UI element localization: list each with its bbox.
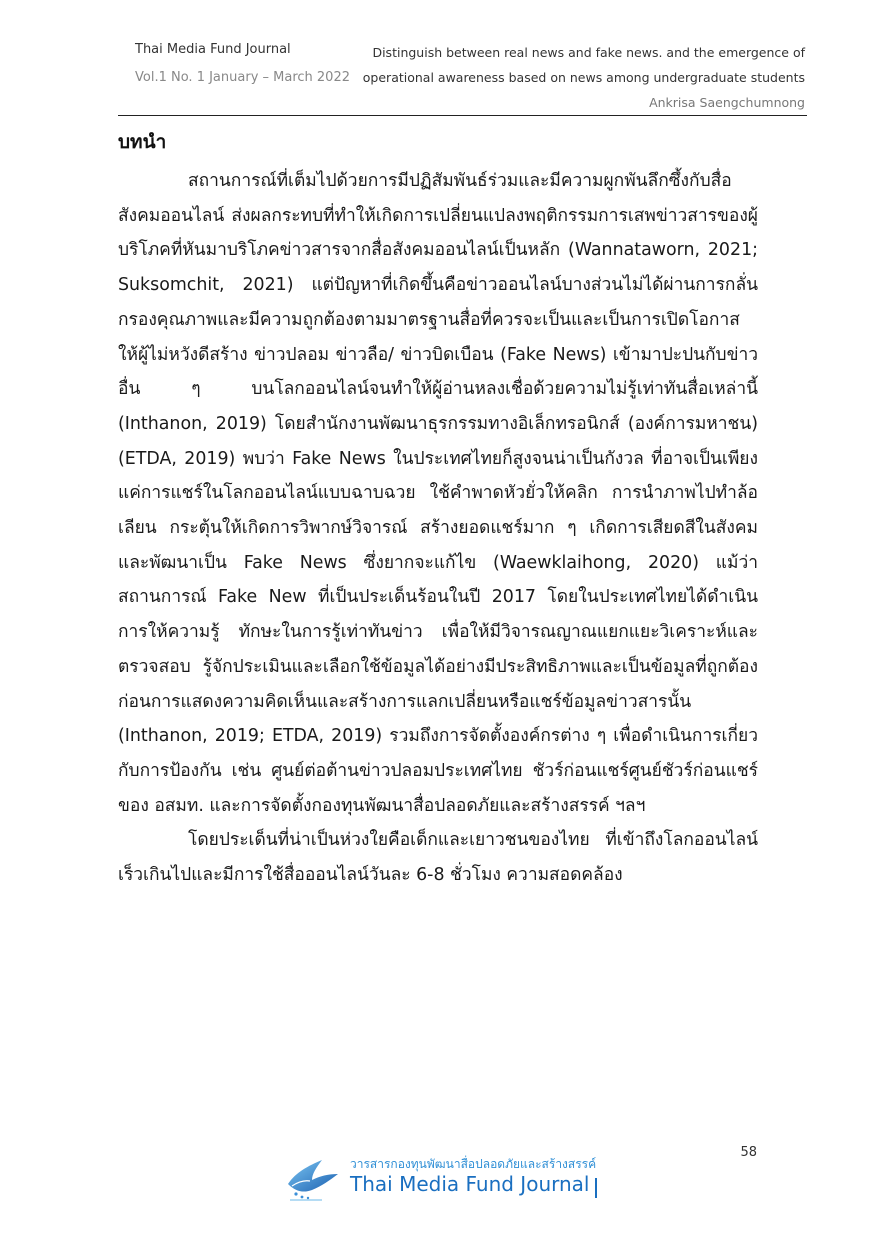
- article-title-line-1: Distinguish between real news and fake news. and the emergence of: [372, 45, 805, 60]
- section-heading: บทนำ: [118, 131, 167, 153]
- journal-volume: Vol.1 No. 1 January – March 2022: [135, 70, 350, 85]
- logo-english-name: Thai Media Fund Journal: [350, 1172, 590, 1196]
- running-header-left: [135, 40, 350, 88]
- article-author: Ankrisa Saengchumnong: [649, 95, 805, 110]
- paragraph-1: สถานการณ์ที่เต็มไปด้วยการมีปฏิสัมพันธ์ร่วมและมีความผูกพันลึกซึ้งกับสื่อสังคมออนไลน์ ส่งผลกระทบที่ทำให้เกิดการเปลี่ยนแปลงพฤติกรรมการเสพข่าวสารของผู้บริโภคที่หันมาบริโภคข่าวสารจากสื่อสังคมออนไลน์เป็นหลัก (Wannataworn, 2021; Suksomchit, 2021) แต่ปัญหาที่เกิดขึ้นคือข่าวออนไลน์บางส่วนไม่ได้ผ่านการกลั่นกรองคุณภาพและมีความถูกต้องตามมาตรฐานสื่อที่ควรจะเป็นและเป็นการเปิดโอกาสให้ผู้ไม่หวังดีสร้าง ข่าวปลอม ข่าวลือ/ ข่าวบิดเบือน (Fake News) เข้ามาปะปนกับข่าวอื่น ๆ บนโลกออนไลน์จนทำให้ผู้อ่านหลงเชื่อด้วยความไม่รู้เท่าทันสื่อเหล่านี้ (Inthanon, 2019) โดยสำนักงานพัฒนาธุรกรรมทางอิเล็กทรอนิกส์ (องค์การมหาชน) (ETDA, 2019) พบว่า Fake News ในประเทศไทยก็สูงจนน่าเป็นกังวล ที่อาจเป็นเพียงแค่การแชร์ในโลกออนไลน์แบบฉาบฉวย ใช้คำพาดหัวยั่วให้คลิก การนำภาพไปทำล้อเลียน กระตุ้นให้เกิดการวิพากษ์วิจารณ์ สร้างยอดแชร์มาก ๆ เกิดการเสียดสีในสังคม และพัฒนาเป็น Fake News ซึ่งยากจะแก้ไข (Waewklaihong, 2020) แม้ว่าสถานการณ์ Fake New ที่เป็นประเด็นร้อนในปี 2017 โดยในประเทศไทยได้ดำเนินการให้ความรู้ ทักษะในการรู้เท่าทันข่าว เพื่อให้มีวิจารณญาณแยกแยะวิเคราะห์และตรวจสอบ รู้จักประเมินและเลือกใช้ข้อมูลได้อย่างมีประสิทธิภาพและเป็นข้อมูลที่ถูกต้องก่อนการแสดงความคิดเห็นและสร้างการแลกเปลี่ยนหรือแชร์ข้อมูลข่าวสารนั้น (Inthanon, 2019; ETDA, 2019) รวมถึงการจัดตั้งองค์กรต่าง ๆ เพื่อดำเนินการเกี่ยวกับการป้องกัน เช่น ศูนย์ต่อต้านข่าวปลอมประเทศไทย ชัวร์ก่อนแชร์ศูนย์ชัวร์ก่อนแชร์ของ อสมท. และการจัดตั้งกองทุนพัฒนาสื่อปลอดภัยและสร้างสรรค์ ฯลฯ: [118, 171, 758, 816]
- journal-name: Thai Media Fund Journal: [135, 42, 291, 57]
- footer-logo: [282, 1150, 602, 1206]
- article-title-line-2: operational awareness based on news among undergraduate students: [362, 70, 805, 85]
- dove-logo-icon: [282, 1150, 342, 1206]
- logo-divider-bar: [595, 1178, 597, 1198]
- header-divider: [118, 115, 807, 116]
- body-text: [118, 164, 758, 893]
- logo-thai-name: วารสารกองทุนพัฒนาสื่อปลอดภัยและสร้างสรรค์: [350, 1157, 597, 1171]
- paragraph-2: โดยประเด็นที่น่าเป็นห่วงใยคือเด็กและเยาวชนของไทย ที่เข้าถึงโลกออนไลน์เร็วเกินไปและมีการใช้สื่อออนไลน์วันละ 6-8 ชั่วโมง ความสอดคล้อง: [118, 830, 758, 886]
- running-header-right: [363, 40, 805, 115]
- page-number: 58: [740, 1145, 757, 1160]
